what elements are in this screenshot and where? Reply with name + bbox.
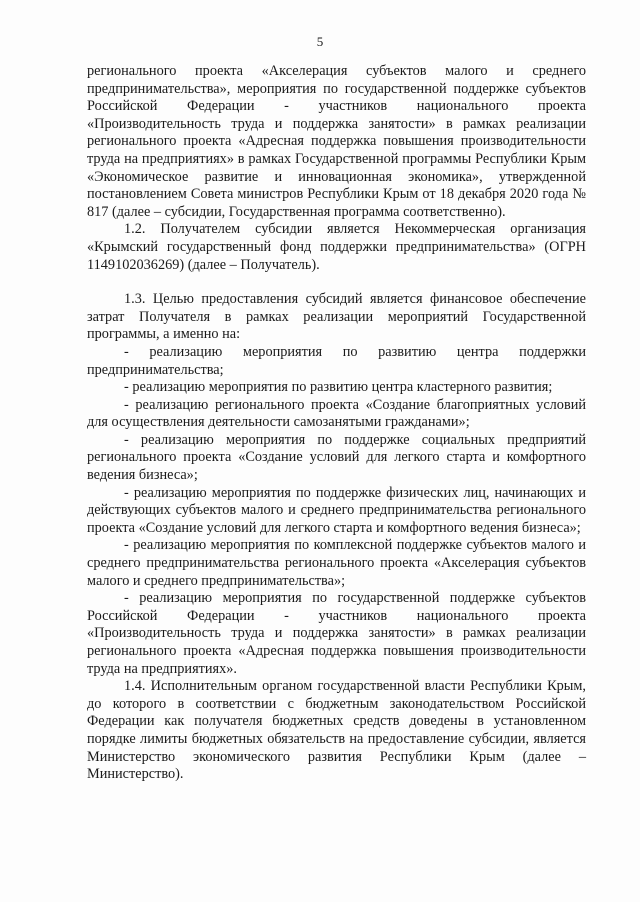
list-item: - реализацию мероприятия по поддержке физических лиц, начинающих и действующих субъектов малого и среднего предпринимательства регионального проекта «Создание условий для легкого старта и комфортного ведения бизнеса»; xyxy=(87,484,586,536)
paragraph-1-2: 1.2. Получателем субсидии является Некоммерческая организация «Крымский государственный фонд поддержки предпринимательства» (ОГРН 1149102036269) (далее – Получатель). xyxy=(87,221,586,273)
list-item: - реализацию мероприятия по государственной поддержке субъектов Российской Федерации - участников национального проекта «Производительность труда и поддержка занятости» в рамках реализации регионального проекта «Адресная поддержка повышения производительности труда на предприятиях». xyxy=(87,590,586,677)
list-item: - реализацию мероприятия по развитию центра кластерного развития; xyxy=(124,379,553,396)
list-item: - реализацию мероприятия по комплексной поддержке субъектов малого и среднего предпринимательства регионального проекта «Акселерация субъектов малого и среднего предпринимательства»; xyxy=(87,537,586,589)
list-item: - реализацию мероприятия по развитию центра поддержки предпринимательства; xyxy=(87,343,586,378)
page-number: 5 xyxy=(316,34,324,49)
paragraph-1-4: 1.4. Исполнительным органом государственной власти Республики Крым, до которого в соответствии с бюджетным законодательством Российской Федерации как получателя бюджетных средств доведены в установленном порядке лимиты бюджетных обязательств на предоставление субсидии, является Министерство экономического развития Республики Крым (далее – Министерство). xyxy=(87,678,586,783)
list-item: - реализацию регионального проекта «Создание благоприятных условий для осуществления деятельности самозанятыми гражданами»; xyxy=(87,396,586,431)
document-body xyxy=(87,63,586,784)
paragraph-continuation: регионального проекта «Акселерация субъектов малого и среднего предпринимательства», мероприятия по государственной поддержке субъектов Российской Федерации - участников национального проекта «Производительность труда и поддержка занятости» в рамках реализации регионального проекта «Адресная поддержка повышения производительности труда на предприятиях» в рамках Государственной программы Республики Крым «Экономическое развитие и инновационная экономика», утвержденной постановлением Совета министров Республики Крым от 18 декабря 2020 года № 817 (далее – субсидии, Государственная программа соответственно). xyxy=(87,63,586,220)
paragraph-1-3: 1.3. Целью предоставления субсидий является финансовое обеспечение затрат Получателя в рамках реализации мероприятий Государственной программы, а именно на: xyxy=(87,291,586,343)
list-item: - реализацию мероприятия по поддержке социальных предприятий регионального проекта «Создание условий для легкого старта и комфортного ведения бизнеса»; xyxy=(87,431,586,484)
